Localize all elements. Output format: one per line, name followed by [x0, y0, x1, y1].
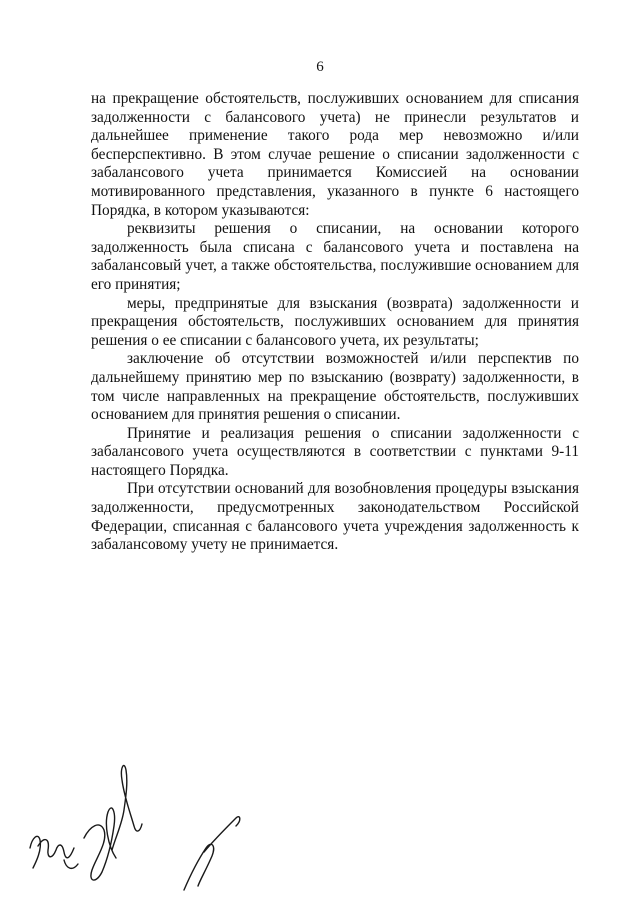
- paragraph-conclusion: заключение об отсутствии возможностей и/или перспектив по дальнейшему принятию мер по взысканию (возврату) задолженности, в том числе направленных на прекращение обстоятельств, послуживших основанием для принятия решения о списании.: [91, 350, 579, 424]
- signature-initials-1: [30, 836, 78, 868]
- document-body: [91, 90, 579, 555]
- page-number: 6: [316, 59, 324, 75]
- paragraph-adoption: Принятие и реализация решения о списании задолженности с забалансового учета осуществляются в соответствии с пунктами 9-11 настоящего Порядка.: [91, 424, 579, 479]
- paragraph-measures: меры, предпринятые для взыскания (возврата) задолженности и прекращения обстоятельств, послуживших основанием для принятия решения о ее списании с балансового учета, их результаты;: [91, 294, 579, 349]
- paragraph-continuation: на прекращение обстоятельств, послуживших основанием для списания задолженности с балансового учета) не принесли результатов и дальнейшее применение такого рода мер невозможно и/или бесперспективно. В этом случае решение о списании задолженности с забалансового учета принимается Комиссией на основании мотивированного представления, указанного в пункте 6 настоящего Порядка, в котором указываются:: [91, 90, 579, 219]
- signature-initials-2: [84, 765, 142, 880]
- paragraph-requisites: реквизиты решения о списании, на основании которого задолженность была списана с балансового учета и поставлена на забалансовый учет, а также обстоятельства, послужившие основанием для его принятия;: [91, 220, 579, 293]
- paragraph-absence-of-grounds: При отсутствии оснований для возобновления процедуры взыскания задолженности, предусмотренных законодательством Российской Федерации, списанная с балансового учета учреждения задолженность к забалансовому учету не принимается.: [91, 480, 579, 554]
- signature-stroke-3: [184, 817, 240, 890]
